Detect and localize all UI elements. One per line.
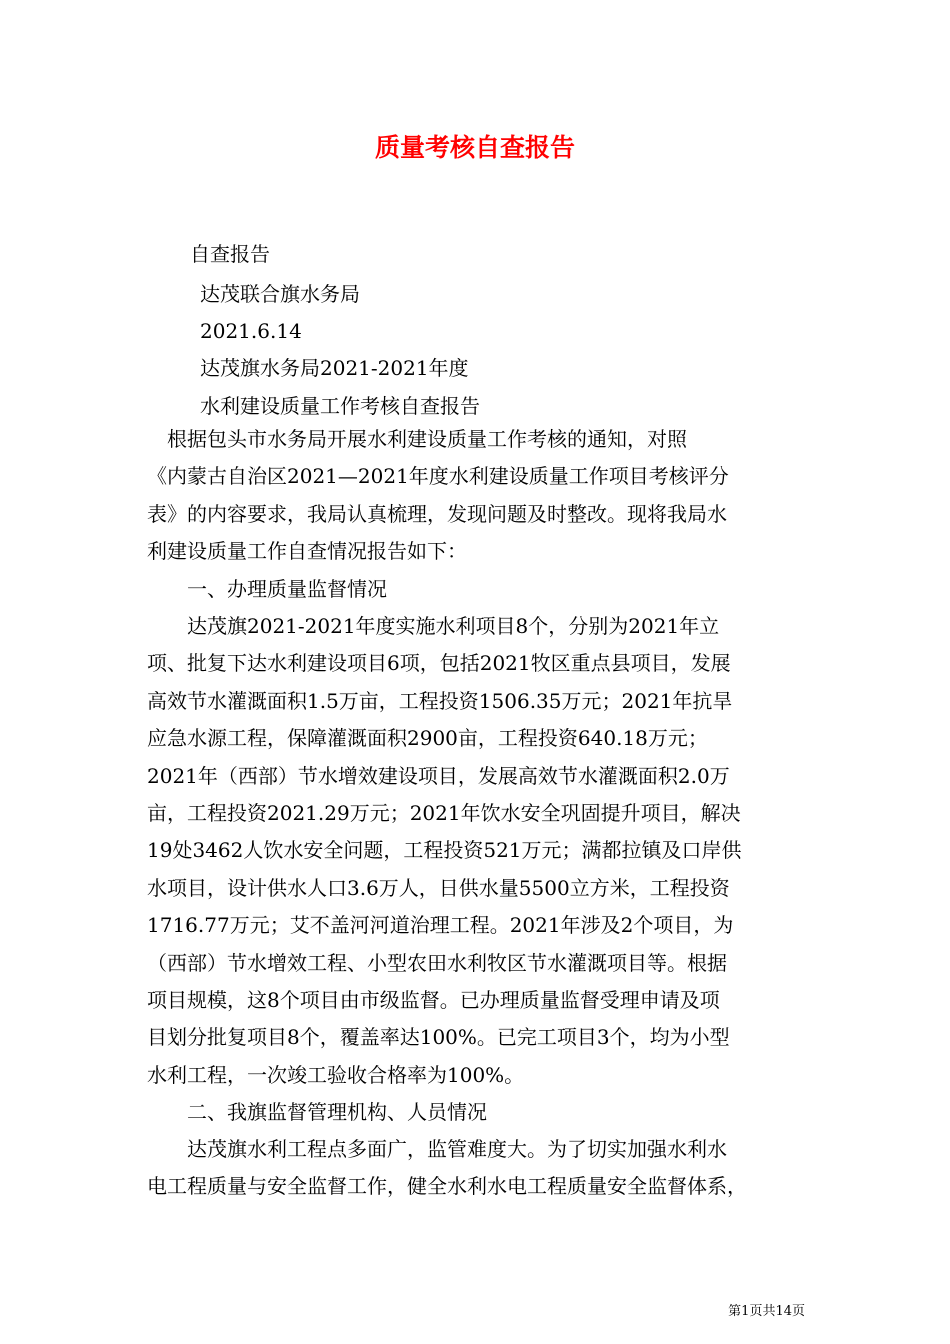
section-2-paragraph	[147, 1131, 813, 1206]
section-2-heading: 二、我旗监督管理机构、人员情况	[147, 1100, 487, 1124]
paragraph-line: 高效节水灌溉面积1.5万亩，工程投资1506.35万元；2021年抗旱	[147, 688, 733, 713]
paragraph-line: 亩，工程投资2021.29万元；2021年饮水安全巩固提升项目，解决	[147, 800, 741, 825]
header-line-date: 2021.6.14	[200, 319, 302, 343]
paragraph-line: 应急水源工程，保障灌溉面积2900亩，工程投资640.18万元；	[147, 726, 708, 751]
paragraph-line: 项、批复下达水利建设项目6项，包括2021牧区重点县项目，发展	[147, 651, 731, 676]
paragraph-line: 水利工程，一次竣工验收合格率为100%。	[147, 1062, 525, 1087]
paragraph-line: 达茂旗2021-2021年度实施水利项目8个，分别为2021年立	[147, 614, 720, 638]
page-number-footer: 第1页共14页	[728, 1304, 805, 1319]
paragraph-line: 19处3462人饮水安全问题，工程投资521万元；满都拉镇及口岸供	[147, 838, 742, 863]
paragraph-line: 1716.77万元；艾不盖河河道治理工程。2021年涉及2个项目，为	[147, 913, 734, 938]
paragraph-line: 利建设质量工作自查情况报告如下：	[147, 539, 467, 564]
paragraph-line: （西部）节水增效工程、小型农田水利牧区节水灌溉项目等。根据	[147, 950, 727, 975]
section-1-heading: 一、办理质量监督情况	[147, 577, 387, 601]
paragraph-line: 根据包头市水务局开展水利建设质量工作考核的通知，对照	[147, 427, 687, 451]
header-line-subtitle: 水利建设质量工作考核自查报告	[200, 394, 480, 418]
document-title: 质量考核自查报告	[374, 133, 575, 162]
header-line-report: 自查报告	[190, 242, 270, 266]
paragraph-line: 项目规模，这8个项目由市级监督。已办理质量监督受理申请及项	[147, 987, 720, 1012]
header-line-organization: 达茂联合旗水务局	[200, 282, 360, 306]
section-1-paragraph	[147, 608, 813, 1094]
intro-paragraph	[147, 421, 813, 571]
paragraph-line: 《内蒙古自治区2021—2021年度水利建设质量工作项目考核评分	[147, 464, 729, 489]
paragraph-line: 表》的内容要求，我局认真梳理，发现问题及时整改。现将我局水	[147, 501, 727, 526]
paragraph-line: 达茂旗水利工程点多面广，监管难度大。为了切实加强水利水	[147, 1137, 727, 1161]
paragraph-line: 水项目，设计供水人口3.6万人，日供水量5500立方米，工程投资	[147, 875, 730, 900]
paragraph-line: 2021年（西部）节水增效建设项目，发展高效节水灌溉面积2.0万	[147, 763, 730, 788]
paragraph-line: 电工程质量与安全监督工作，健全水利水电工程质量安全监督体系，	[147, 1174, 747, 1199]
header-line-period: 达茂旗水务局2021-2021年度	[200, 356, 469, 380]
paragraph-line: 目划分批复项目8个，覆盖率达100%。已完工项目3个，均为小型	[147, 1025, 730, 1050]
